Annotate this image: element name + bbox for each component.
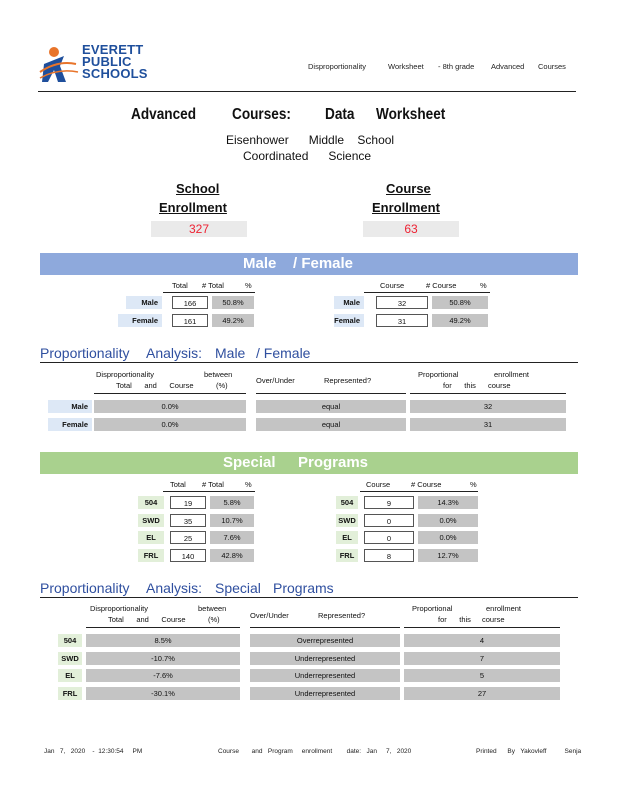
title-word-data: Data — [325, 106, 355, 123]
prop-sp-row-prop: 7 — [404, 652, 560, 665]
male-female-section-bar: Male / Female — [40, 253, 578, 275]
mf-col-pct-course: # Course — [426, 281, 457, 290]
prop-mf-col4c: for this — [443, 381, 476, 390]
header-rule — [38, 91, 576, 92]
prop-sp-heading-3: Special — [215, 580, 261, 596]
prop-mf-heading-2: Analysis: — [146, 345, 203, 361]
sp-row-course: 0 — [364, 531, 414, 544]
sp-row-label-r: SWD — [336, 514, 358, 527]
prop-sp-col4c: for this — [438, 615, 471, 624]
prop-mf-row-disp: 0.0% — [94, 400, 246, 413]
prop-mf-row-rep: equal — [256, 418, 406, 431]
subtitle-school: Eisenhower Middle School — [226, 133, 395, 147]
sp-row-label: SWD — [138, 514, 164, 527]
prop-mf-row-prop: 32 — [410, 400, 566, 413]
mf-row-course: 32 — [376, 296, 428, 309]
prop-mf-col1a: Disproportionality — [96, 370, 154, 379]
school-enrollment-value: 327 — [151, 221, 247, 237]
mf-col-course: Course — [380, 281, 405, 290]
sp-row-label-r: FRL — [336, 549, 358, 562]
header-title: Disproportionality — [308, 62, 366, 71]
title-word-worksheet: Worksheet — [376, 106, 446, 123]
logo-text: EVERETT PUBLIC SCHOOLS — [82, 42, 148, 81]
prop-mf-row-label: Female — [48, 418, 92, 431]
mf-row-pct-course: 50.8% — [432, 296, 488, 309]
header-worksheet: Worksheet — [388, 62, 424, 71]
prop-sp-row-prop: 27 — [404, 687, 560, 700]
prop-mf-col2: Over/Under — [256, 376, 295, 385]
prop-sp-col4d: course — [482, 615, 505, 624]
prop-mf-col1c: Total and Course — [116, 381, 194, 390]
prop-sp-heading-4: Programs — [273, 580, 334, 596]
mf-col-pct: % — [245, 281, 252, 290]
header-courses: Courses — [538, 62, 566, 71]
sp-row-pct-course: 0.0% — [418, 531, 478, 544]
prop-sp-row-rep: Overrepresented — [250, 634, 400, 647]
sp-col-pct: % — [245, 480, 252, 489]
prop-sp-col1c: Total and Course — [108, 615, 186, 624]
course-enrollment-label2: Enrollment — [372, 200, 440, 215]
prop-mf-col1b: between — [204, 370, 233, 379]
prop-sp-col1a: Disproportionality — [90, 604, 148, 613]
mf-col-total: Total — [172, 281, 188, 290]
prop-mf-col4b: enrollment — [494, 370, 530, 379]
footer-enrollment-date: Course and Program enrollment date: Jan 7, 2020 — [218, 748, 412, 755]
mf-row-total: 161 — [172, 314, 208, 327]
prop-mf-row-label: Male — [48, 400, 92, 413]
prop-sp-row-label: EL — [58, 669, 82, 682]
sp-row-course: 0 — [364, 514, 414, 527]
sp-row-total: 19 — [170, 496, 206, 509]
prop-sp-row-label: SWD — [58, 652, 82, 665]
prop-sp-heading-1: Proportionality — [40, 580, 130, 596]
prop-sp-col1d: (%) — [208, 615, 220, 624]
sp-row-pct-course: 14.3% — [418, 496, 478, 509]
prop-mf-col3: Represented? — [324, 376, 372, 385]
mf-row-label-r: Male — [334, 296, 364, 309]
prop-mf-heading-3: Male — [215, 345, 246, 361]
prop-sp-row-label: 504 — [58, 634, 82, 647]
mf-row-total: 166 — [172, 296, 208, 309]
prop-mf-row-rep: equal — [256, 400, 406, 413]
sp-col-total: Total — [170, 480, 186, 489]
mf-row-pct-total: 50.8% — [212, 296, 254, 309]
school-enrollment-label2: Enrollment — [159, 200, 227, 215]
sp-col-pct-course: # Course — [411, 480, 442, 489]
course-enrollment-label1: Course — [386, 181, 431, 196]
prop-mf-col1d: (%) — [216, 381, 228, 390]
mf-row-pct-total: 49.2% — [212, 314, 254, 327]
prop-sp-row-prop: 5 — [404, 669, 560, 682]
prop-mf-col4a: Proportional — [418, 370, 459, 379]
sp-row-label-r: EL — [336, 531, 358, 544]
sp-row-label: EL — [138, 531, 164, 544]
sp-row-label: FRL — [138, 549, 164, 562]
sp-row-label: 504 — [138, 496, 164, 509]
mf-row-label: Female — [118, 314, 162, 327]
prop-sp-col4b: enrollment — [486, 604, 522, 613]
prop-sp-row-rep: Underrepresented — [250, 652, 400, 665]
special-programs-section-bar: Special Programs — [40, 452, 578, 474]
sp-row-course: 9 — [364, 496, 414, 509]
prop-sp-row-disp: 8.5% — [86, 634, 240, 647]
sp-row-total: 35 — [170, 514, 206, 527]
sp-row-pct-course: 0.0% — [418, 514, 478, 527]
sp-col-course: Course — [366, 480, 391, 489]
sp-row-label-r: 504 — [336, 496, 358, 509]
prop-sp-row-disp: -7.6% — [86, 669, 240, 682]
sp-row-pct-total: 10.7% — [210, 514, 254, 527]
prop-sp-col2: Over/Under — [250, 611, 289, 620]
mf-col-pct-total: # Total — [202, 281, 224, 290]
prop-mf-row-prop: 31 — [410, 418, 566, 431]
sp-row-pct-total: 5.8% — [210, 496, 254, 509]
prop-mf-row-disp: 0.0% — [94, 418, 246, 431]
subtitle-program: Coordinated Science — [243, 149, 372, 163]
sp-row-total: 25 — [170, 531, 206, 544]
mf-row-pct-course: 49.2% — [432, 314, 488, 327]
sp-row-pct-course: 12.7% — [418, 549, 478, 562]
sp-row-total: 140 — [170, 549, 206, 562]
header-advanced: Advanced — [491, 62, 525, 71]
header-grade: - 8th grade — [438, 62, 475, 71]
footer-printed-by: Printed By Yakovleff Senja — [476, 748, 582, 755]
mf-row-label: Male — [126, 296, 162, 309]
prop-sp-row-prop: 4 — [404, 634, 560, 647]
prop-sp-col3: Represented? — [318, 611, 366, 620]
prop-sp-row-disp: -10.7% — [86, 652, 240, 665]
sp-col-pct-total: # Total — [202, 480, 224, 489]
prop-sp-col1b: between — [198, 604, 227, 613]
sp-row-pct-total: 42.8% — [210, 549, 254, 562]
prop-mf-col4d: course — [488, 381, 511, 390]
prop-sp-row-rep: Underrepresented — [250, 687, 400, 700]
school-enrollment-label1: School — [176, 181, 220, 196]
prop-sp-row-disp: -30.1% — [86, 687, 240, 700]
sp-col-pct-2: % — [470, 480, 477, 489]
sp-row-course: 8 — [364, 549, 414, 562]
sp-row-pct-total: 7.6% — [210, 531, 254, 544]
prop-mf-heading-4: / Female — [256, 345, 311, 361]
prop-sp-col4a: Proportional — [412, 604, 453, 613]
prop-sp-heading-2: Analysis: — [146, 580, 203, 596]
mf-col-pct-2: % — [480, 281, 487, 290]
mf-row-label-r: Female — [334, 314, 364, 327]
prop-sp-row-rep: Underrepresented — [250, 669, 400, 682]
mf-row-course: 31 — [376, 314, 428, 327]
prop-sp-row-label: FRL — [58, 687, 82, 700]
prop-mf-heading-1: Proportionality — [40, 345, 130, 361]
title-word-advanced: Advanced — [131, 106, 196, 123]
title-word-courses: Courses: — [232, 106, 291, 123]
footer-datetime: Jan 7, 2020 - 12:30:54 PM — [44, 748, 143, 755]
course-enrollment-value: 63 — [363, 221, 459, 237]
